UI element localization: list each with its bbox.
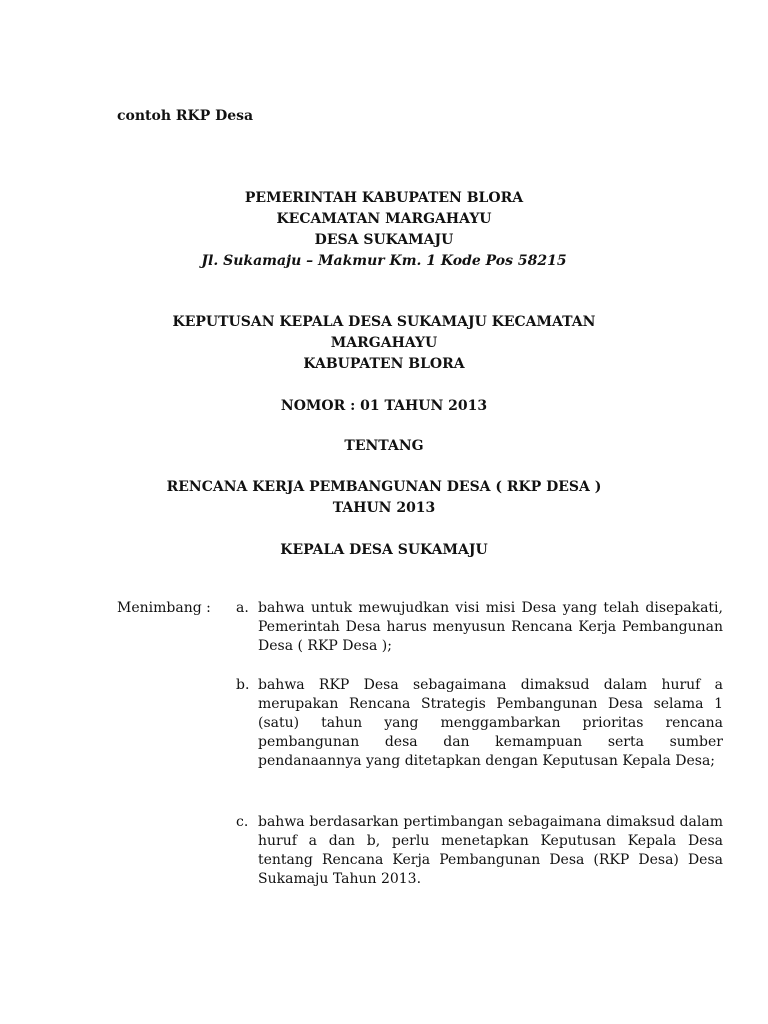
title-line-1: RENCANA KERJA PEMBANGUNAN DESA ( RKP DESA ) [166,479,602,495]
clause-text: bahwa untuk mewujudkan visi misi Desa yang telah disepakati, Pemerintah Desa harus menyusun Rencana Kerja Pembangunan Desa ( RKP Desa ); [258,600,723,654]
clause-text: bahwa berdasarkan pertimbangan sebagaimana dimaksud dalam huruf a dan b, perlu menetapkan Keputusan Kepala Desa tentang Rencana Kerja Pembangunan Desa (RKP Desa) Desa Sukamaju Tahun 2013. [258,814,723,887]
village-name: DESA SUKAMAJU [314,232,454,248]
clause-a [236,599,723,656]
clause-letter: c. [236,814,249,830]
decision-line-3: KABUPATEN BLORA [303,356,465,372]
decision-line-2: MARGAHAYU [330,335,438,351]
clause-letter: b. [236,677,250,693]
district-name: KECAMATAN MARGAHAYU [276,211,492,227]
clause-c [236,813,723,889]
government-header [0,188,768,272]
title-line-2: TAHUN 2013 [332,500,436,516]
clause-text: bahwa RKP Desa sebagaimana dimaksud dalam huruf a merupakan Rencana Strategis Pembangunan Desa selama 1 (satu) tahun yang menggambarkan prioritas rencana pembangunan desa dan kemampuan serta sumber pendanaannya yang ditetapkan dengan Keputusan Kepala Desa; [258,677,723,769]
clause-b [236,676,723,771]
village-head-heading: KEPALA DESA SUKAMAJU [280,542,488,558]
clause-letter: a. [236,600,249,616]
document-title [0,477,768,519]
decision-line-1: KEPUTUSAN KEPALA DESA SUKAMAJU KECAMATAN [172,314,596,330]
decision-heading [0,312,768,375]
village-address: Jl. Sukamaju – Makmur Km. 1 Kode Pos 58215 [201,253,567,269]
about-heading: TENTANG [344,438,424,454]
decision-number: NOMOR : 01 TAHUN 2013 [280,398,488,414]
sample-label: contoh RKP Desa [117,108,254,124]
considering-label: Menimbang : [117,600,211,616]
government-name: PEMERINTAH KABUPATEN BLORA [244,190,524,206]
